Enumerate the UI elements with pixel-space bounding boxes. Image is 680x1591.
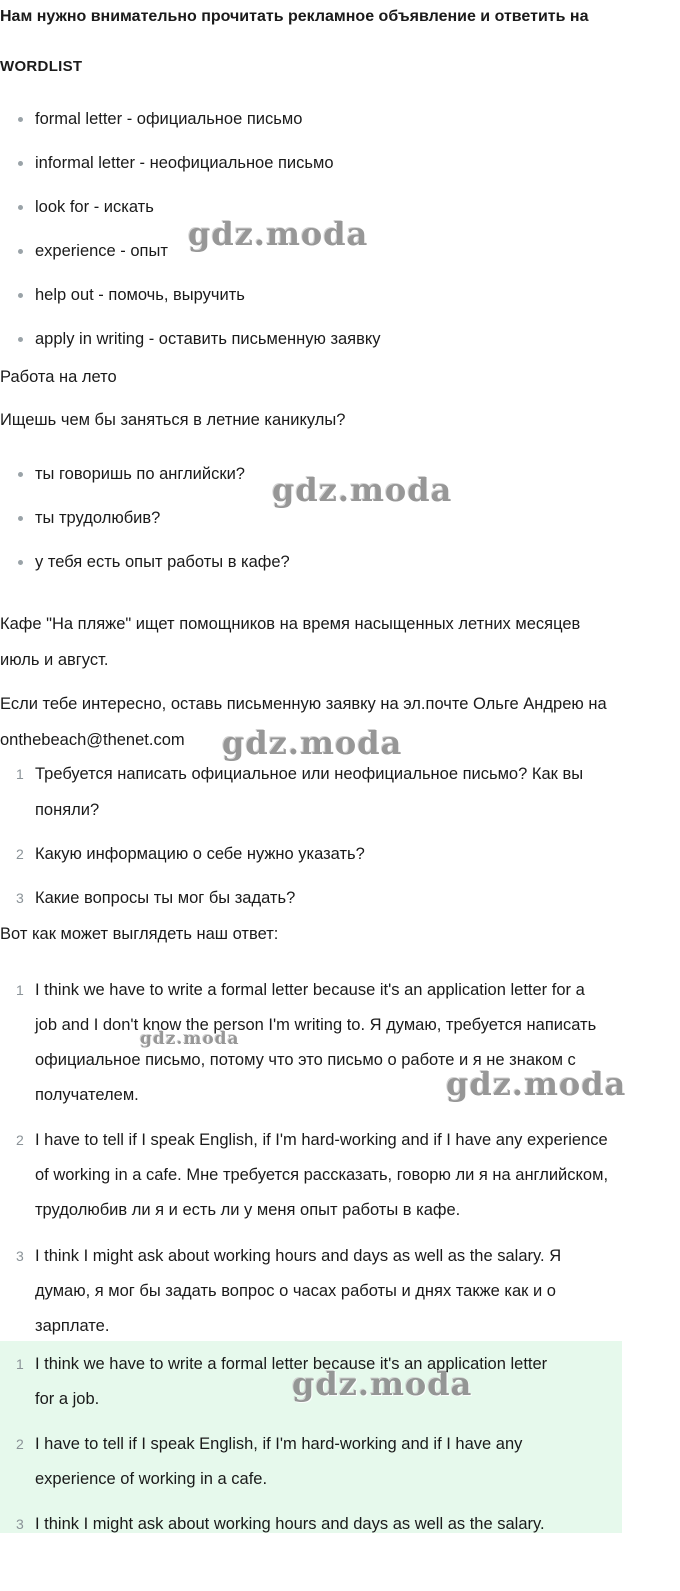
watermark: gdz.moda bbox=[272, 471, 453, 509]
bullet-icon bbox=[18, 560, 23, 565]
list-number: 2 bbox=[16, 1436, 24, 1452]
list-item: у тебя есть опыт работы в кафе? bbox=[0, 551, 290, 595]
wordlist-title: WORDLIST bbox=[0, 58, 83, 75]
bullet-icon bbox=[18, 472, 23, 477]
watermark: gdz.moda bbox=[292, 1365, 473, 1403]
list-item: 3 I think I might ask about working hours and days as well as the salary. Я думаю, я мог бы задать вопрос о часах работы и днях также как и о зарплате. bbox=[0, 1239, 670, 1349]
ad-paragraph-2-line-1: Если тебе интересно, оставь письменную заявку на эл.почте Ольге Андрею на bbox=[0, 695, 607, 713]
ad-bullets bbox=[0, 463, 290, 595]
list-item: 1 I think we have to write a formal letter because it's an application letter for a job and I don't know the person I'm writing to. Я думаю, требуется написать официальное письмо, потому что это письмо о работе и я не знаком с получателем. bbox=[0, 973, 670, 1123]
watermark: gdz.moda bbox=[446, 1065, 627, 1103]
ad-paragraph-1-line-1: Кафе "На пляже" ищет помощников на время насыщенных летних месяцев bbox=[0, 615, 581, 633]
questions-list bbox=[0, 763, 583, 931]
list-item: ты трудолюбив? bbox=[0, 507, 290, 551]
list-item: experience - опыт bbox=[0, 240, 381, 284]
bullet-icon bbox=[18, 161, 23, 166]
list-item: informal letter - неофициальное письмо bbox=[0, 152, 381, 196]
list-item: 2 Какую информацию о себе нужно указать? bbox=[16, 845, 365, 863]
list-item: apply in writing - оставить письменную заявку bbox=[0, 328, 381, 372]
ad-question: Ищешь чем бы заняться в летние каникулы? bbox=[0, 411, 346, 429]
list-item: formal letter - официальное письмо bbox=[0, 108, 381, 152]
list-number: 3 bbox=[16, 1248, 24, 1264]
list-item: 3 I think I might ask about working hours and days as well as the salary. bbox=[0, 1507, 640, 1543]
bullet-icon bbox=[18, 516, 23, 521]
list-item: 2 I have to tell if I speak English, if I'm hard-working and if I have any experience of working in a cafe. bbox=[0, 1427, 640, 1507]
ad-paragraph-1-line-2: июль и август. bbox=[0, 651, 109, 669]
bullet-icon bbox=[18, 249, 23, 254]
list-number: 2 bbox=[16, 1132, 24, 1148]
list-item: 1 I think we have to write a formal letter because it's an application letter for a job. bbox=[0, 1347, 640, 1427]
bullet-icon bbox=[18, 117, 23, 122]
list-number: 3 bbox=[16, 1516, 24, 1532]
list-item: 2 I have to tell if I speak English, if I'm hard-working and if I have any experience of working in a cafe. Мне требуется рассказать, говорю ли я на английском, трудолюбив ли я и есть ли у меня опыт работы в кафе. bbox=[0, 1123, 670, 1239]
list-number: 1 bbox=[16, 982, 24, 998]
page-heading: Нам нужно внимательно прочитать рекламное объявление и ответить на bbox=[0, 8, 589, 25]
list-number: 2 bbox=[16, 846, 24, 862]
watermark: gdz.moda bbox=[140, 1029, 240, 1049]
list-item: 3 Какие вопросы ты мог бы задать? bbox=[16, 889, 296, 907]
list-number: 3 bbox=[16, 890, 24, 906]
ad-title: Работа на лето bbox=[0, 368, 117, 386]
answer-intro: Вот как может выглядеть наш ответ: bbox=[0, 925, 279, 943]
bullet-icon bbox=[18, 293, 23, 298]
list-item: 1 Требуется написать официальное или неофициальное письмо? Как вы поняли? bbox=[16, 765, 584, 819]
list-number: 1 bbox=[16, 766, 24, 782]
bullet-icon bbox=[18, 337, 23, 342]
answers-long-list bbox=[0, 973, 670, 1349]
list-item: look for - искать bbox=[0, 196, 381, 240]
watermark: gdz.moda bbox=[222, 724, 403, 762]
list-item: help out - помочь, выручить bbox=[0, 284, 381, 328]
bullet-icon bbox=[18, 205, 23, 210]
list-number: 1 bbox=[16, 1356, 24, 1372]
watermark: gdz.moda bbox=[188, 215, 369, 253]
email-link[interactable]: onthebeach@thenet.com bbox=[0, 731, 185, 749]
list-item: ты говоришь по английски? bbox=[0, 463, 290, 507]
